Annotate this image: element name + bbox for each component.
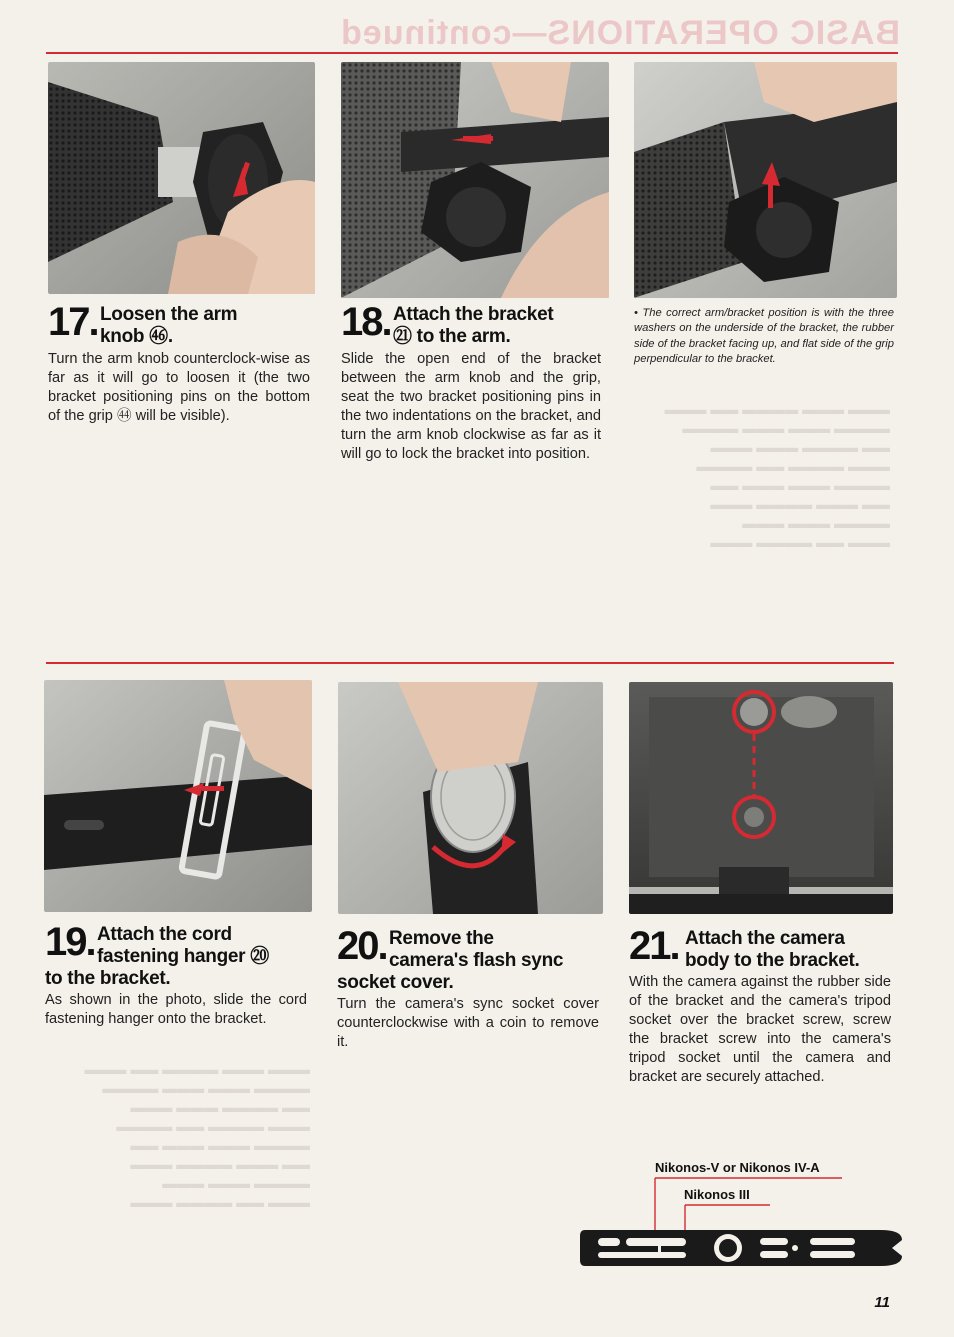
page-number: 11 [874,1294,890,1311]
photo-correct-arm-bracket-position [634,62,897,298]
step-title-line: body to the bracket. [685,950,860,971]
label-nikonos-iii: Nikonos III [684,1187,750,1202]
top-rule [46,52,898,54]
step-body: Turn the arm knob counterclock-wise as far as it will go to loosen it (the two bracket positioning pins on the bottom of the grip ㊹ will be visible). [48,351,310,424]
step-19 [45,922,307,1029]
step-title-line: socket cover. [337,972,454,993]
photo-step-19-attach-hanger [44,680,312,912]
photo-step-17-loosen-knob [48,62,315,294]
ghost-header-show-through: BASIC OPERATIONS—continued [340,14,900,52]
step-title-line: Attach the camera [685,928,845,949]
photo-step-18-attach-bracket [341,62,609,298]
label-nikonos-v-iva: Nikonos-V or Nikonos IV-A [655,1160,820,1175]
step-number: 19. [45,920,95,964]
middle-rule [46,662,894,664]
step-number: 18. [341,300,391,344]
step-17 [48,302,310,426]
step-title-line: fastening hanger ⑳ [97,946,269,967]
step-title-line: knob ㊻. [100,326,173,347]
step-number: 17. [48,300,98,344]
step-number: 20. [337,924,387,968]
step-body: Slide the open end of the bracket between the arm knob and the grip, seat the two bracket positioning pins in the two indentations on the bracket, and turn the arm knob clockwise as far as it will go to lock the bracket into position. [341,351,601,462]
step-body: Turn the camera's sync socket cover counterclockwise with a coin to remove it. [337,996,599,1050]
step-body: As shown in the photo, slide the cord fastening hanger onto the bracket. [45,992,307,1027]
step-title-line: camera's flash sync [389,950,564,971]
step-title-line: Loosen the arm [100,304,238,325]
step-title-line: ㉑ to the arm. [393,326,511,347]
step-18 [341,302,601,464]
step-body: With the camera against the rubber side of the bracket and the camera's tripod socket over the bracket screw, screw the bracket screw into the camera's tripod socket until the camera and bracket are securely attached. [629,974,891,1085]
photo-step-21-attach-camera [629,682,893,914]
step-21 [629,926,891,1087]
bracket-position-note: • The correct arm/bracket position is with the three washers on the underside of the bracket, the rubber side of the bracket facing up, and flat side of the grip perpendicular to the bracket. [634,307,894,365]
bracket-diagram [580,1176,905,1286]
step-title-line: Remove the [389,928,494,949]
step-20 [337,926,599,1052]
photo-step-20-remove-sync-cover [338,682,603,914]
bleed-through-text: ▬▬▬ ▬▬▬ ▬▬▬▬ ▬▬ ▬▬▬ ▬▬▬▬ ▬▬▬ ▬▬▬ ▬▬▬▬ ▬▬ ▬▬▬▬ ▬▬▬ ▬▬▬ ▬▬▬ ▬▬▬▬ ▬▬ ▬▬▬▬ ▬▬▬▬ ▬▬▬ ▬▬▬ ▬▬ ▬▬ ▬▬▬ ▬▬▬▬ ▬▬▬ ▬▬▬▬ ▬▬▬ ▬▬▬ ▬▬▬ ▬▬ ▬▬▬▬ ▬▬▬ [84,1061,310,1210]
step-title-line: Attach the cord [97,924,232,945]
step-number: 21. [629,924,679,968]
bleed-through-text: ▬▬▬ ▬▬▬ ▬▬▬▬ ▬▬ ▬▬▬ ▬▬▬▬ ▬▬▬ ▬▬▬ ▬▬▬▬ ▬▬ ▬▬▬▬ ▬▬▬ ▬▬▬ ▬▬▬ ▬▬▬▬ ▬▬ ▬▬▬▬ ▬▬▬▬ ▬▬▬ ▬▬▬ ▬▬ ▬▬ ▬▬▬ ▬▬▬▬ ▬▬▬ ▬▬▬▬ ▬▬▬ ▬▬▬ ▬▬▬ ▬▬ ▬▬▬▬ ▬▬▬ [664,401,890,550]
step-title-line: Attach the bracket [393,304,554,325]
step-title-line: to the bracket. [45,968,171,989]
